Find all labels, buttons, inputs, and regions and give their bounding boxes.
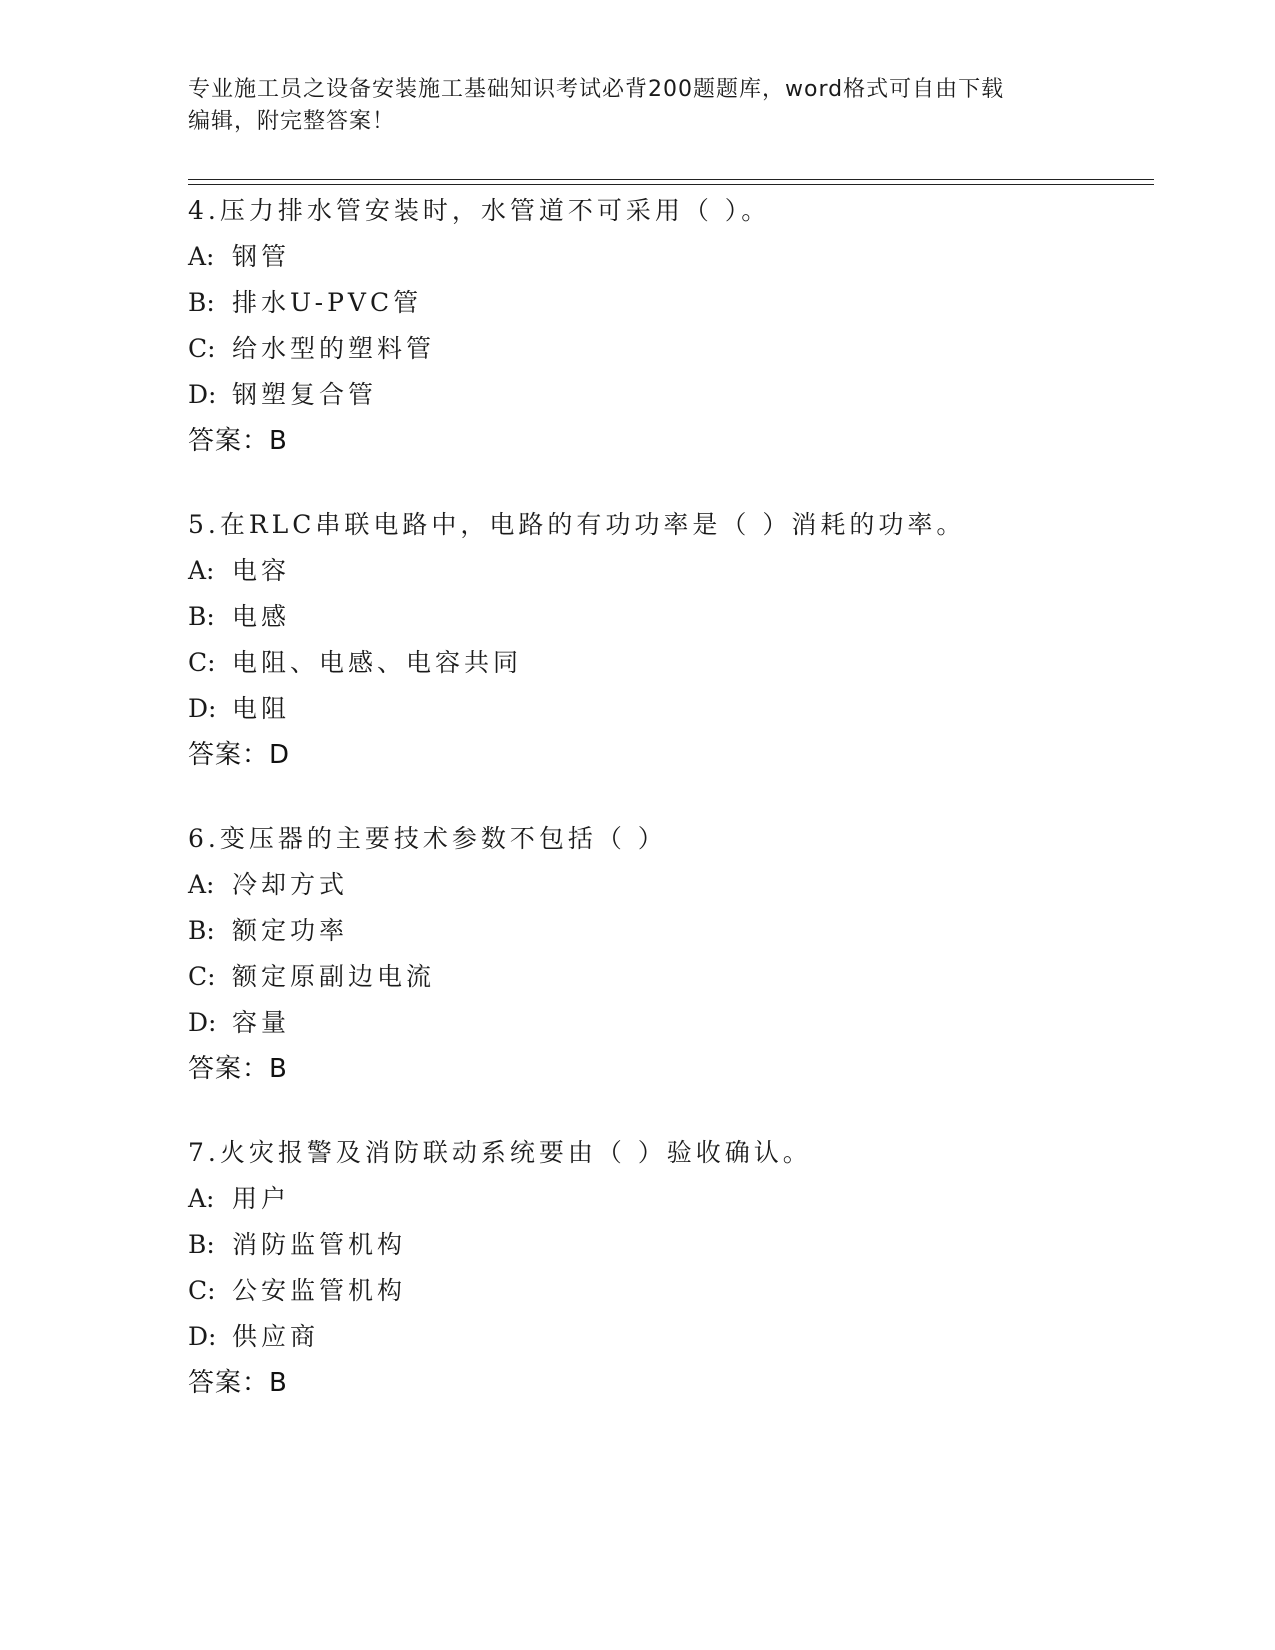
option-text: 额定原副边电流 (232, 962, 436, 991)
answer-line: 答案：B (188, 1054, 288, 1084)
option-letter: D: (188, 1322, 217, 1351)
option-text: 钢管 (232, 242, 291, 271)
option-a (188, 548, 1148, 594)
answer-line: 答案：B (188, 426, 288, 456)
option-c (188, 954, 1148, 1000)
option-a (188, 1176, 1148, 1222)
option-letter: C: (188, 334, 216, 363)
option-b (188, 280, 1148, 326)
question-stem: 5.在RLC串联电路中，电路的有功功率是（ ）消耗的功率。 (188, 510, 966, 539)
option-a (188, 862, 1148, 908)
document-header (188, 74, 1088, 138)
option-text: 钢塑复合管 (232, 380, 378, 409)
option-text: 用户 (232, 1184, 291, 1213)
option-d (188, 1000, 1148, 1046)
header-title-line-2: 编辑，附完整答案！ (188, 109, 396, 134)
option-letter: C: (188, 962, 216, 991)
option-text: 电容 (232, 556, 291, 585)
header-divider-bottom (188, 184, 1154, 185)
question-block (188, 816, 1148, 1092)
option-d (188, 372, 1148, 418)
answer-line: 答案：B (188, 1368, 288, 1398)
option-letter: B: (188, 602, 215, 631)
option-letter: D: (188, 380, 217, 409)
question-block (188, 188, 1148, 464)
header-divider-top (188, 179, 1154, 180)
option-text: 给水型的塑料管 (232, 334, 436, 363)
header-title-line-1: 专业施工员之设备安装施工基础知识考试必背200题题库，word格式可自由下载 (188, 77, 1005, 102)
question-stem: 4.压力排水管安装时，水管道不可采用（ ）。 (188, 196, 771, 225)
option-b (188, 1222, 1148, 1268)
option-b (188, 908, 1148, 954)
option-a (188, 234, 1148, 280)
option-letter: D: (188, 1008, 217, 1037)
option-letter: A: (188, 1184, 215, 1213)
option-letter: A: (188, 556, 215, 585)
option-text: 消防监管机构 (232, 1230, 407, 1259)
option-d (188, 1314, 1148, 1360)
option-c (188, 1268, 1148, 1314)
option-letter: A: (188, 242, 215, 271)
option-letter: B: (188, 1230, 215, 1259)
option-letter: C: (188, 1276, 216, 1305)
option-text: 电阻、电感、电容共同 (232, 648, 523, 677)
question-block (188, 1130, 1148, 1406)
option-text: 排水U-PVC管 (232, 288, 423, 317)
option-text: 电感 (232, 602, 291, 631)
option-text: 供应商 (232, 1322, 320, 1351)
option-text: 冷却方式 (232, 870, 349, 899)
option-c (188, 326, 1148, 372)
option-letter: B: (188, 288, 215, 317)
option-c (188, 640, 1148, 686)
option-text: 公安监管机构 (232, 1276, 407, 1305)
question-stem: 7.火灾报警及消防联动系统要由（ ）验收确认。 (188, 1138, 812, 1167)
answer-line: 答案：D (188, 740, 291, 770)
option-text: 电阻 (232, 694, 291, 723)
option-letter: A: (188, 870, 215, 899)
option-text: 容量 (232, 1008, 291, 1037)
option-letter: C: (188, 648, 216, 677)
option-text: 额定功率 (232, 916, 349, 945)
option-b (188, 594, 1148, 640)
option-d (188, 686, 1148, 732)
question-block (188, 502, 1148, 778)
option-letter: D: (188, 694, 217, 723)
question-stem: 6.变压器的主要技术参数不包括（ ） (188, 824, 667, 853)
option-letter: B: (188, 916, 215, 945)
